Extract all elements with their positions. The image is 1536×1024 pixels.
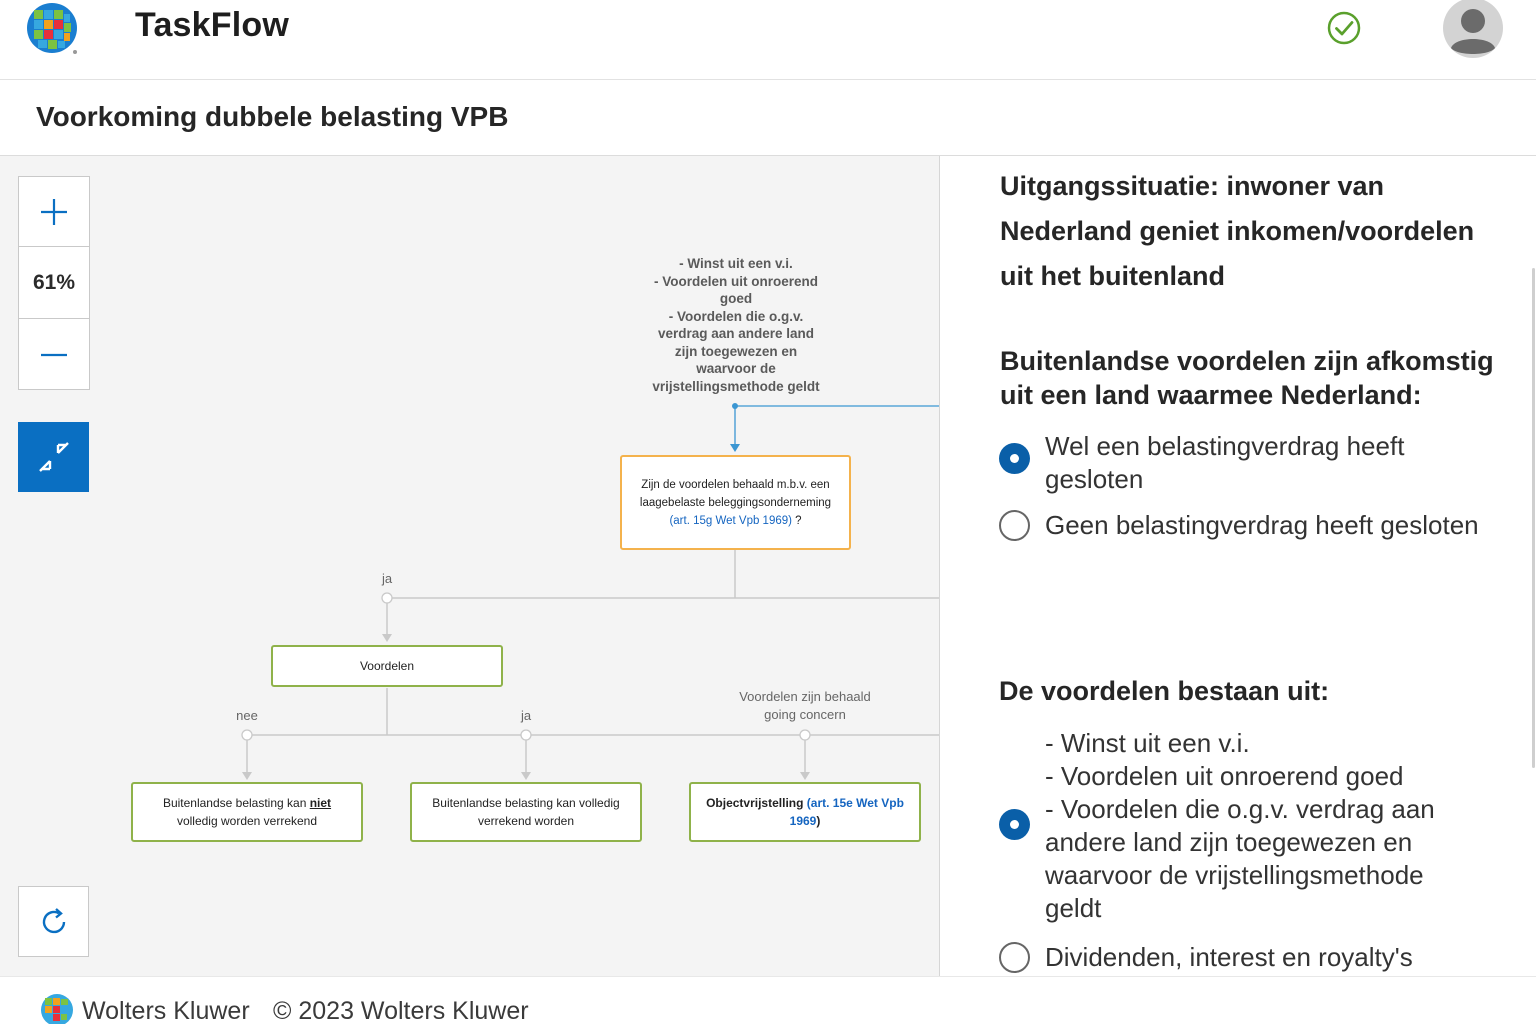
- question-panel: [941, 156, 1536, 976]
- article-link[interactable]: (art. 15g Wet Vpb 1969): [669, 514, 792, 527]
- question-1: Buitenlandse voordelen zijn afkomstig uit een land waarmee Nederland:: [1000, 346, 1494, 410]
- question-2: De voordelen bestaan uit:: [999, 676, 1330, 706]
- node-niet-volledig-verrekend[interactable]: Buitenlandse belasting kan niet volledig worden verrekend: [131, 782, 363, 842]
- edge-label-ja-top: ja: [381, 571, 393, 586]
- footer-brand: Wolters Kluwer: [82, 997, 250, 1024]
- situation-title: Uitgangssituatie: inwoner van Nederland geniet inkomen/voordelen uit het buitenland: [1000, 171, 1475, 291]
- panel-scrollbar[interactable]: [1532, 268, 1535, 768]
- q2-option-dividenden[interactable]: Dividenden, interest en royalty's: [999, 941, 1536, 974]
- node-objectvrijstelling[interactable]: Objectvrijstelling (art. 15e Wet Vpb 1969): [689, 782, 921, 842]
- zoom-level: 61%: [19, 248, 89, 319]
- zoom-out-button[interactable]: [19, 320, 89, 390]
- flow-diagram-canvas[interactable]: [0, 156, 940, 976]
- user-avatar-icon[interactable]: [1441, 0, 1505, 60]
- check-circle-icon[interactable]: [1326, 10, 1362, 46]
- footer-copyright: © 2023 Wolters Kluwer: [273, 997, 529, 1024]
- app-title: TaskFlow: [135, 6, 290, 44]
- minus-icon: [39, 340, 69, 370]
- q2-option-winst-voordelen[interactable]: - Winst uit een v.i. - Voordelen uit onroerend goed - Voordelen die o.g.v. verdrag aan andere land zijn toegewezen en waarvoor de vrijstellingsmethode geldt: [999, 727, 1479, 925]
- page-title-bar: [0, 80, 1536, 156]
- node-volledig-verrekend[interactable]: Buitenlandse belasting kan volledig verrekend worden: [410, 782, 642, 842]
- radio-unselected[interactable]: [999, 942, 1030, 973]
- node-voordelen[interactable]: Voordelen: [271, 645, 503, 687]
- q1-option-wel-verdrag[interactable]: Wel een belastingverdrag heeft gesloten: [999, 430, 1479, 496]
- edge-label-ja: ja: [520, 708, 532, 723]
- question-node-laagbelaste-beleggingsonderneming[interactable]: Zijn de voordelen behaald m.b.v. een laagebelaste beleggingsonderneming (art. 15g Wet Vpb 1969) ?: [620, 455, 851, 550]
- refresh-icon: [37, 905, 71, 939]
- edge-label-going-concern: Voordelen zijn behaald going concern: [739, 689, 871, 722]
- radio-selected[interactable]: [999, 809, 1030, 840]
- q1-option-geen-verdrag[interactable]: Geen belastingverdrag heeft gesloten: [999, 509, 1536, 542]
- fit-to-screen-button[interactable]: [18, 422, 89, 492]
- reset-diagram-button[interactable]: [18, 886, 89, 957]
- zoom-in-button[interactable]: [19, 177, 89, 247]
- incoming-edge-label: - Winst uit een v.i. - Voordelen uit onroerend goed - Voordelen die o.g.v. verdrag aan andere land zijn toegewezen en waarvoor de vrijstellingsmethode geldt: [652, 256, 820, 394]
- collapse-arrows-icon: [37, 440, 71, 474]
- wolters-kluwer-logo-icon: [40, 993, 74, 1024]
- footer: [0, 976, 1536, 1024]
- app-header: [0, 0, 1536, 80]
- article-link-15e[interactable]: (art. 15e Wet Vpb 1969: [789, 796, 904, 828]
- radio-selected[interactable]: [999, 443, 1030, 474]
- edge-label-nee: nee: [236, 708, 258, 723]
- radio-unselected[interactable]: [999, 510, 1030, 541]
- wolters-kluwer-logo-icon[interactable]: [26, 2, 80, 56]
- zoom-controls: [18, 176, 90, 390]
- page-title: Voorkoming dubbele belasting VPB: [36, 101, 509, 132]
- plus-icon: [39, 197, 69, 227]
